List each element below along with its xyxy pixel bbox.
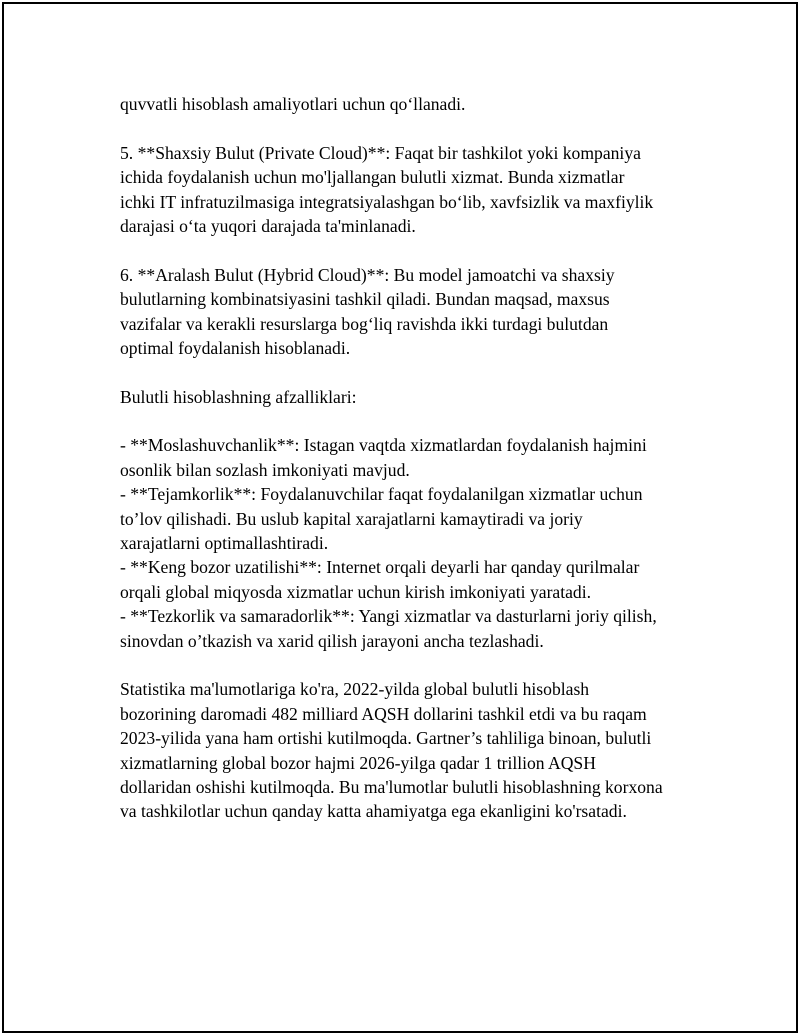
- text-line: - **Tezkorlik va samaradorlik**: Yangi xizmatlar va dasturlarni joriy qilish,: [120, 606, 657, 627]
- text-line: orqali global miqyosda xizmatlar uchun kirish imkoniyati yaratadi.: [120, 581, 592, 602]
- text-line: 6. **Aralash Bulut (Hybrid Cloud)**: Bu model jamoatchi va shaxsiy: [120, 264, 615, 285]
- paragraph-gap: [120, 653, 710, 677]
- text-line: - **Tejamkorlik**: Foydalanuvchilar faqat foydalanilgan xizmatlar uchun: [120, 484, 643, 505]
- text-line: ichida foydalanish uchun mo'ljallangan bulutli xizmat. Bunda xizmatlar: [120, 167, 625, 188]
- paragraph-private-cloud: [120, 141, 710, 239]
- paragraph-gap: [120, 116, 710, 140]
- text-line: Bulutli hisoblashning afzalliklari:: [120, 386, 357, 407]
- text-line: xarajatlarni optimallashtiradi.: [120, 533, 329, 554]
- text-line: optimal foydalanish hisoblanadi.: [120, 337, 351, 358]
- paragraph-gap: [120, 409, 710, 433]
- text-line: osonlik bilan sozlash imkoniyati mavjud.: [120, 459, 410, 480]
- text-line: vazifalar va kerakli resurslarga bog‘liq ravishda ikki turdagi bulutdan: [120, 313, 609, 334]
- paragraph-gap: [120, 360, 710, 384]
- text-line: to’lov qilishadi. Bu uslub kapital xarajatlarni kamaytiradi va joriy: [120, 508, 583, 529]
- text-line: 5. **Shaxsiy Bulut (Private Cloud)**: Faqat bir tashkilot yoki kompaniya: [120, 142, 641, 163]
- text-line: darajasi o‘ta yuqori darajada ta'minlanadi.: [120, 215, 416, 236]
- text-line: bulutlarning kombinatsiyasini tashkil qiladi. Bundan maqsad, maxsus: [120, 289, 610, 310]
- text-line: dollaridan oshishi kutilmoqda. Bu ma'lumotlar bulutli hisoblashning korxona: [120, 776, 663, 797]
- section-heading-advantages: [120, 385, 710, 409]
- paragraph-statistics: [120, 677, 710, 823]
- text-line: 2023-yilida yana ham ortishi kutilmoqda. Gartner’s tahliliga binoan, bulutli: [120, 728, 652, 749]
- text-line: quvvatli hisoblash amaliyotlari uchun qo‘llanadi.: [120, 94, 466, 114]
- document-body: [120, 92, 710, 824]
- paragraph-hybrid-cloud: [120, 263, 710, 361]
- text-line: bozorining daromadi 482 milliard AQSH dollarini tashkil etdi va bu raqam: [120, 703, 647, 724]
- text-line: ichki IT infratuzilmasiga integratsiyalashgan bo‘lib, xavfsizlik va maxfiylik: [120, 191, 654, 212]
- text-line: va tashkilotlar uchun qanday katta ahamiyatga ega ekanligini ko'rsatadi.: [120, 801, 627, 822]
- text-line: - **Keng bozor uzatilishi**: Internet orqali deyarli har qanday qurilmalar: [120, 557, 640, 578]
- text-line: sinovdan o’tkazish va xarid qilish jarayoni ancha tezlashadi.: [120, 630, 544, 651]
- text-line: - **Moslashuvchanlik**: Istagan vaqtda xizmatlardan foydalanish hajmini: [120, 435, 647, 456]
- paragraph-gap: [120, 238, 710, 262]
- paragraph-continuation: [120, 92, 710, 116]
- advantages-list: [120, 433, 710, 653]
- text-line: xizmatlarning global bozor hajmi 2026-yilga qadar 1 trillion AQSH: [120, 752, 596, 773]
- page-frame: [2, 2, 798, 1033]
- text-line: Statistika ma'lumotlariga ko'ra, 2022-yilda global bulutli hisoblash: [120, 679, 590, 700]
